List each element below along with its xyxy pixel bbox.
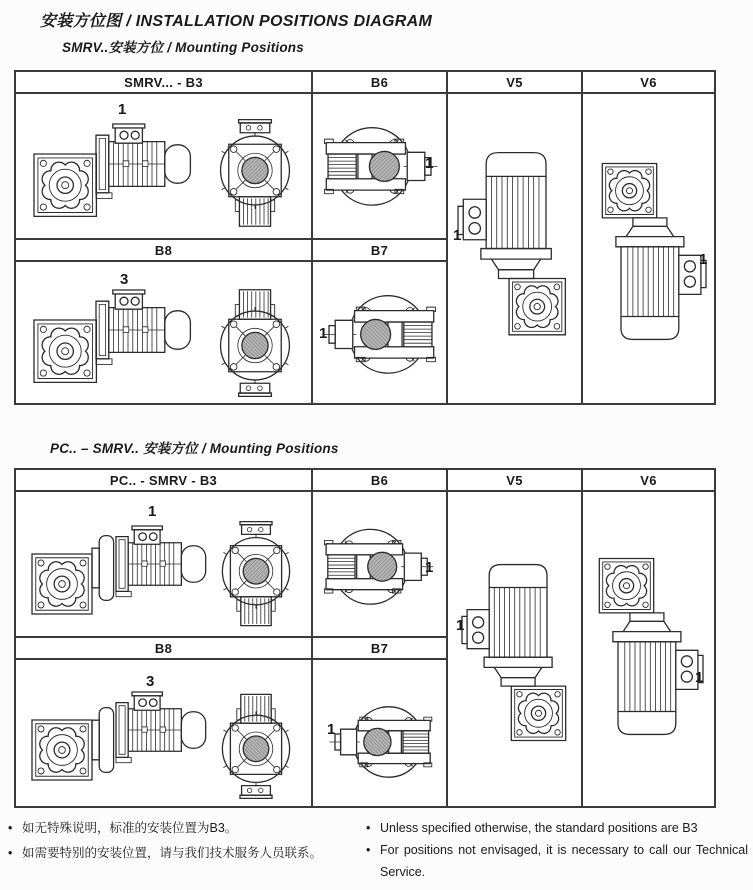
header-label-b7: B7 bbox=[370, 640, 389, 656]
smrv-positions-table bbox=[14, 70, 716, 405]
drawing-cell-b7 bbox=[312, 261, 447, 404]
header-label-b3: PC.. - SMRV - B3 bbox=[109, 472, 218, 488]
footnotes-chinese bbox=[8, 816, 360, 866]
position-count-label: 1 bbox=[699, 251, 708, 268]
drawing-cell-v5 bbox=[447, 491, 582, 807]
position-count-label: 1 bbox=[148, 503, 157, 520]
pc-smrv-positions-table bbox=[14, 468, 716, 808]
drawing-cell-b6 bbox=[312, 491, 447, 637]
header-label-b8: B8 bbox=[154, 640, 173, 656]
section2-subtitle: PC.. – SMRV.. 安装方位 / Mounting Positions bbox=[50, 441, 339, 456]
page-title: 安装方位图 / INSTALLATION POSITIONS DIAGRAM bbox=[40, 13, 433, 30]
position-count-label: 3 bbox=[146, 673, 155, 690]
position-count-label: 1 bbox=[319, 325, 328, 342]
footnote-zh-1 bbox=[8, 816, 360, 841]
drawing-cell-b7 bbox=[312, 659, 447, 807]
header-label-v6: V6 bbox=[640, 472, 657, 488]
header-label-b3: SMRV... - B3 bbox=[124, 74, 203, 90]
header-cell-b6 bbox=[312, 469, 447, 491]
bullet-icon: • bbox=[8, 846, 13, 860]
header-label-v5: V5 bbox=[506, 472, 523, 488]
footnote-text: For positions not envisaged, it is necessary to call our Technical Service. bbox=[380, 843, 748, 879]
header-cell-b7 bbox=[312, 239, 447, 261]
header-cell-v5 bbox=[447, 469, 582, 491]
gearmotor-pc-v6-drawing bbox=[583, 492, 714, 806]
header-cell-b3 bbox=[15, 71, 312, 93]
gearmotor-pc-b3-drawing bbox=[16, 492, 311, 636]
drawing-cell-v6 bbox=[582, 491, 715, 807]
footnote-en-1 bbox=[366, 817, 748, 839]
header-label-v6: V6 bbox=[640, 74, 657, 90]
header-label-b6: B6 bbox=[370, 472, 389, 488]
drawing-cell-b8 bbox=[15, 659, 312, 807]
footnotes-english bbox=[366, 817, 748, 883]
position-count-label: 3 bbox=[120, 271, 129, 288]
position-count-label: 1 bbox=[425, 559, 434, 576]
position-count-label: 1 bbox=[425, 155, 434, 172]
gearmotor-pc-v5-drawing bbox=[448, 492, 581, 806]
header-cell-b8 bbox=[15, 637, 312, 659]
gearmotor-v5-drawing bbox=[448, 94, 581, 403]
gearmotor-v6-drawing bbox=[583, 94, 714, 403]
drawing-cell-v5 bbox=[447, 93, 582, 404]
gearmotor-pc-b8-drawing bbox=[16, 660, 311, 806]
header-label-b8: B8 bbox=[154, 242, 173, 258]
header-cell-v6 bbox=[582, 469, 715, 491]
drawing-cell-b3 bbox=[15, 93, 312, 239]
header-label-v5: V5 bbox=[506, 74, 523, 90]
position-count-label: 1 bbox=[456, 617, 465, 634]
footnote-text: 如无特殊说明，标准的安装位置为B3。 bbox=[22, 821, 238, 835]
position-count-label: 1 bbox=[327, 721, 336, 738]
position-count-label: 1 bbox=[453, 227, 462, 244]
footnote-en-2 bbox=[366, 839, 748, 883]
drawing-cell-b3 bbox=[15, 491, 312, 637]
gearmotor-b8-drawing bbox=[16, 262, 311, 403]
drawing-cell-v6 bbox=[582, 93, 715, 404]
header-label-b7: B7 bbox=[370, 242, 389, 258]
drawing-cell-b8 bbox=[15, 261, 312, 404]
header-cell-b8 bbox=[15, 239, 312, 261]
position-count-label: 1 bbox=[118, 101, 127, 118]
bullet-icon: • bbox=[8, 821, 13, 835]
header-cell-b6 bbox=[312, 71, 447, 93]
footnote-zh-2 bbox=[8, 841, 360, 866]
gearmotor-b7-drawing bbox=[313, 262, 446, 403]
header-label-b6: B6 bbox=[370, 74, 389, 90]
bullet-icon: • bbox=[366, 843, 371, 857]
header-cell-b3 bbox=[15, 469, 312, 491]
bullet-icon: • bbox=[366, 821, 371, 835]
section1-subtitle: SMRV..安装方位 / Mounting Positions bbox=[62, 40, 304, 55]
header-cell-b7 bbox=[312, 637, 447, 659]
footnote-text: 如需要特别的安装位置，请与我们技术服务人员联系。 bbox=[22, 846, 323, 860]
gearmotor-b3-drawing bbox=[16, 94, 311, 238]
footnote-text: Unless specified otherwise, the standard positions are B3 bbox=[380, 821, 698, 835]
drawing-cell-b6 bbox=[312, 93, 447, 239]
header-cell-v5 bbox=[447, 71, 582, 93]
header-cell-v6 bbox=[582, 71, 715, 93]
position-count-label: 1 bbox=[695, 669, 704, 686]
